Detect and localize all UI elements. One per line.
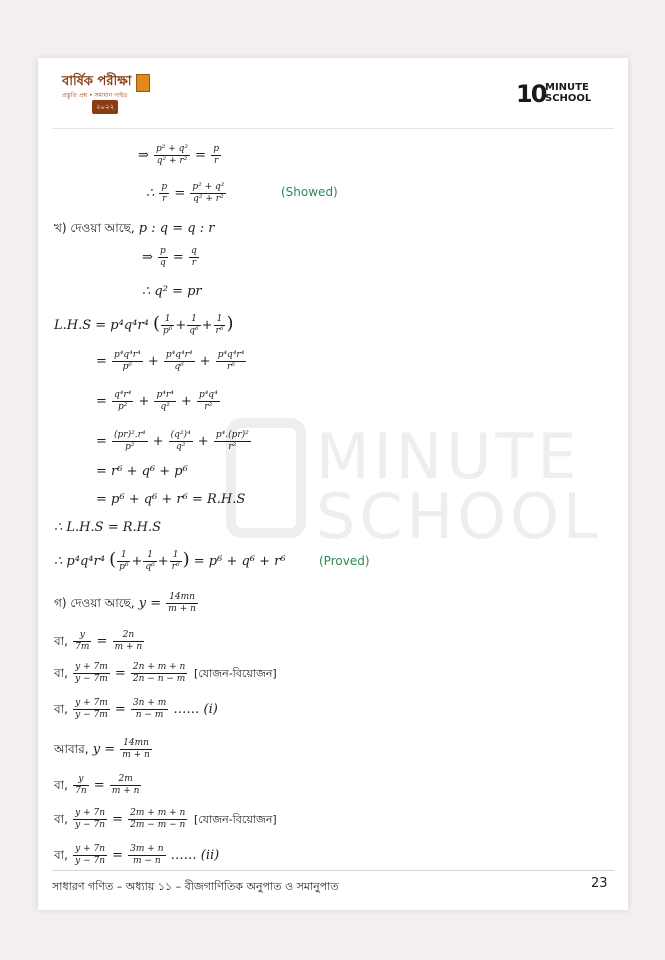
math-line: বা, $\frac{y + 7m}{y - 7m}$ = $\frac{2n + m + n}{2n - n - m}$: [54, 662, 186, 684]
math-line: আবার, y = $\frac{14mn}{m + n}$: [54, 738, 150, 760]
math-line: L.H.S = p⁴q⁴r⁴ ( $\frac{1}{\text{p⁶}}$ + $\frac{1}{\text{q⁶}}$ + $\frac{1}{\text{r⁶}}$ ): [54, 313, 234, 336]
math-line: ∴ L.H.S = R.H.S: [54, 520, 162, 535]
brand-word-school: SCHOOL: [545, 93, 592, 104]
exam-title: বার্ষিক পরীক্ষা: [62, 74, 132, 89]
footer-chapter: সাধারণ গণিত – অধ্যায় ১১ – বীজগাণিতিক অনুপাত ও সমানুপাত: [52, 880, 339, 893]
math-line: ∴ q² = pr: [142, 284, 202, 299]
showed-tag: (Showed): [281, 185, 338, 199]
exam-year: ২০২২: [92, 100, 118, 114]
exam-subtitle: প্রস্তুতি প্রশ্ন • সমাধান গাইড: [62, 92, 128, 99]
exam-logo: [62, 72, 152, 122]
math-line: বা, $\frac{y}{7m}$ = $\frac{2n}{m + n}$: [54, 630, 143, 652]
brand-word-minute: MINUTE: [545, 82, 589, 93]
page-number: 23: [591, 876, 608, 891]
math-line: = r⁶ + q⁶ + p⁶: [96, 464, 188, 479]
brand-logo: [516, 80, 616, 110]
rule-label: [যোজন-বিয়োজন]: [194, 813, 277, 826]
proved-tag: (Proved): [319, 554, 370, 568]
header-divider: [52, 128, 614, 129]
math-line: ⇒ $\frac{\text{p² + q²}}{\text{q² + r²}}$ = $\frac{p}{r}$: [138, 144, 219, 166]
math-line: = $\frac{\text{p⁴q⁴r⁴}}{\text{p⁶}}$ + $\frac{\text{p⁴q⁴r⁴}}{\text{q⁶}}$ + $\frac{\text{p⁴q⁴r⁴}}{\text{r⁶}}$: [96, 350, 245, 372]
part-ga-given: গ) দেওয়া আছে, y = $\frac{14mn}{m + n}$: [54, 592, 196, 614]
watermark-line2: SCHOOL: [316, 480, 602, 553]
math-line: = $\frac{\text{q⁴r⁴}}{\text{p²}}$ + $\frac{\text{p⁴r⁴}}{\text{q²}}$ + $\frac{\text{p⁴q⁴}}{\text{r²}}$: [96, 390, 218, 412]
math-line: বা, $\frac{y + 7m}{y - 7m}$ = $\frac{3n + m}{n - m}$ …… (i): [54, 698, 218, 720]
math-line: = $\frac{\text{(pr)².r⁴}}{\text{p²}}$ + $\frac{\text{(q²)⁴}}{\text{q²}}$ + $\frac{\text{p⁴.(pr)²}}{\text{r²}}$: [96, 430, 249, 452]
rule-label: [যোজন-বিয়োজন]: [194, 667, 277, 680]
document-page: [38, 58, 628, 910]
math-line: ∴ $\frac{p}{r}$ = $\frac{\text{p² + q²}}{\text{q² + r²}}$: [146, 182, 225, 204]
watermark-line1: MINUTE: [316, 420, 581, 493]
part-kha-given: খ) দেওয়া আছে, p : q = q : r: [54, 221, 215, 236]
math-line: বা, $\frac{y + 7n}{y - 7n}$ = $\frac{2m + m + n}{2m - m - n}$: [54, 808, 186, 830]
math-line: বা, $\frac{y}{7n}$ = $\frac{2m}{m + n}$: [54, 774, 140, 796]
watermark: [226, 418, 602, 558]
book-icon: [136, 74, 150, 92]
math-line: = p⁶ + q⁶ + r⁶ = R.H.S: [96, 492, 246, 507]
math-line: ⇒ $\frac{p}{q}$ = $\frac{q}{r}$: [142, 246, 197, 268]
math-line: বা, $\frac{y + 7n}{y - 7n}$ = $\frac{3m + n}{m - n}$ …… (ii): [54, 844, 220, 866]
brand-number: 10: [516, 80, 546, 108]
footer-divider: [52, 870, 614, 871]
math-line: ∴ p⁴q⁴r⁴ ( $\frac{1}{\text{p⁶}}$ + $\frac{1}{\text{q⁶}}$ + $\frac{1}{\text{r⁶}}$ ) = p⁶ + q⁶ + r⁶: [54, 549, 286, 572]
